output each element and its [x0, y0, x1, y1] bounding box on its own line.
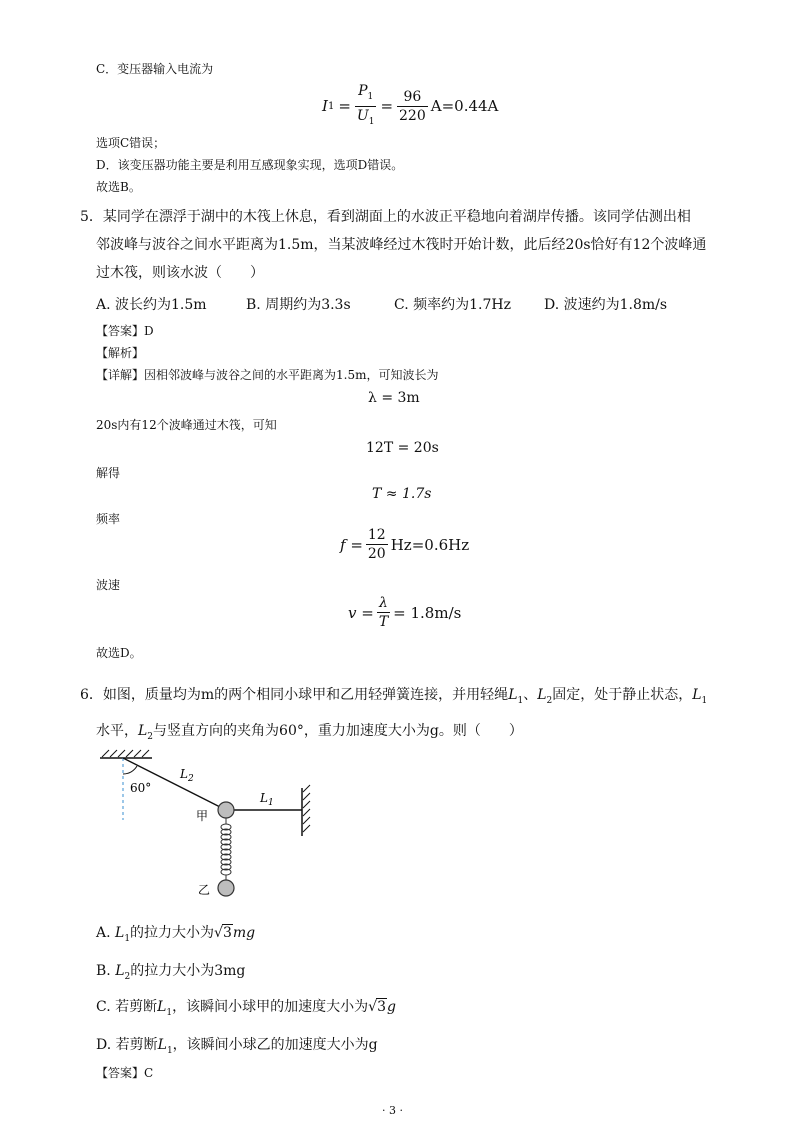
q5-analysis: 【解析】	[96, 346, 145, 360]
q6-opt-a-sqrt: √3	[214, 925, 232, 941]
q6-opt-c-sub: 1	[166, 1007, 173, 1018]
spring	[221, 818, 231, 880]
q6-option-b	[96, 960, 245, 982]
q5-line1: 5．某同学在漂浮于湖中的木筏上休息，看到湖面上的水波正平稳地向着湖岸传播。该同学估测出相	[80, 209, 691, 225]
q6-l2-sub-b: 2	[147, 731, 154, 742]
fig-l2-sub: 2	[187, 774, 194, 784]
eq-p: P	[358, 83, 368, 99]
eq-v-frac	[377, 594, 390, 631]
page-number: · 3 ·	[382, 1104, 403, 1117]
q6-l1-symbol-b: L	[692, 687, 702, 703]
eq-f-frac	[366, 526, 388, 563]
q5-detail: 【详解】因相邻波峰与波谷之间的水平距离为1.5m，可知波长为	[96, 368, 439, 382]
eq-v-rhs: = 1.8m/s	[393, 603, 462, 622]
ball-jia	[218, 802, 234, 818]
q5-option-a: A. 波长约为1.5m	[96, 297, 207, 313]
q5-eq-f	[340, 526, 469, 563]
q6-opt-b-pre: B.	[96, 963, 111, 979]
q6-l2-symbol-b: L	[138, 723, 148, 739]
q5-option-d: D. 波速约为1.8m/s	[544, 297, 668, 313]
option-d-line: D．该变压器功能主要是利用互感现象实现，选项D错误。	[96, 158, 404, 172]
fig-l1-letter: L	[260, 791, 268, 805]
eq-f-rhs: Hz=0.6Hz	[390, 535, 470, 554]
fig-l1-label	[259, 791, 274, 808]
q6-opt-d-sub: 1	[166, 1045, 173, 1056]
q5-eq-v	[348, 594, 461, 631]
q5-text4: 频率	[96, 512, 121, 526]
q6-opt-a-post: mg	[232, 925, 256, 941]
q6-opt-c-post: g	[387, 999, 396, 1015]
q6-line1-a: 6．如图，质量均为m的两个相同小球甲和乙用轻弹簧连接，并用轻绳	[80, 687, 509, 703]
q6-l1-sub: 1	[517, 695, 524, 706]
q6-opt-b-l: L	[115, 963, 125, 979]
q6-opt-a-pre: A.	[96, 925, 111, 941]
option-c-line: C．变压器输入电流为	[96, 62, 214, 76]
q6-l2-sub: 2	[546, 695, 553, 706]
q5-eq-lambda: λ = 3m	[368, 390, 420, 406]
fig-l1-sub: 1	[267, 798, 274, 808]
angle-arc	[123, 766, 137, 774]
q6-angle: 60°	[279, 723, 304, 739]
q6-opt-c-sqrt: √3	[368, 999, 386, 1015]
q5-choose: 故选D。	[96, 646, 142, 660]
q6-opt-b-mid: 的拉力大小为3mg	[130, 963, 246, 979]
ball-yi	[218, 880, 234, 896]
q6-opt-c-pre: C. 若剪断	[96, 999, 158, 1015]
eq-frac-num	[397, 88, 428, 125]
q6-l2-symbol: L	[537, 687, 547, 703]
q6-opt-a-sqrt-val: 3	[222, 925, 232, 941]
q6-option-d	[96, 1034, 378, 1056]
q6-sep: 、	[523, 687, 538, 703]
q6-opt-d-l: L	[157, 1037, 167, 1053]
prev-choose: 故选B。	[96, 180, 141, 194]
q6-opt-b-sub: 2	[124, 971, 131, 982]
q6-opt-a-l: L	[115, 925, 125, 941]
current-equation: I 1 = $\frac{P_1}{U_1}$ = $\frac{96}{220}$ A=0.44A	[322, 82, 498, 131]
q6-line2-c: ，重力加速度大小为g。则（ ）	[303, 723, 523, 739]
eq-p-sub: 1	[367, 91, 374, 102]
q6-option-c	[96, 996, 396, 1018]
fig-jia-label: 甲	[196, 809, 209, 823]
eq-96: 96	[397, 88, 428, 107]
q6-option-a	[96, 922, 255, 944]
eq-i: I	[322, 97, 328, 116]
ceiling-hatch	[100, 750, 152, 758]
q5-text3: 解得	[96, 466, 121, 480]
q6-opt-d-pre: D. 若剪断	[96, 1037, 158, 1053]
q6-l1-symbol: L	[508, 687, 518, 703]
q6-opt-c-l: L	[157, 999, 167, 1015]
q5-option-b: B. 周期约为3.3s	[246, 297, 351, 313]
fig-yi-label: 乙	[198, 883, 211, 897]
q6-opt-c-sqrt-val: 3	[377, 999, 386, 1015]
q6-opt-a-mid: 的拉力大小为	[130, 925, 215, 941]
fig-angle-label: 60°	[130, 781, 152, 795]
eq-f-lhs: f =	[340, 535, 363, 554]
q5-text2: 20s内有12个波峰通过木筏，可知	[96, 418, 277, 432]
q5-eq-t: T ≈ 1.7s	[372, 486, 432, 502]
q6-line2-b: 与竖直方向的夹角为	[153, 723, 280, 739]
eq-f-num: 12	[367, 527, 386, 543]
q5-option-c: C. 频率约为1.7Hz	[394, 297, 511, 313]
q6-opt-d-mid: ，该瞬间小球乙的加速度大小为g	[172, 1037, 378, 1053]
q6-opt-c-mid: ，该瞬间小球甲的加速度大小为	[172, 999, 369, 1015]
q6-line2	[96, 720, 523, 742]
q5-eq-12t: 12T = 20s	[366, 440, 439, 456]
eq-frac-pu	[355, 82, 377, 131]
eq-v-num: λ	[377, 594, 390, 613]
q6-opt-a-sub: 1	[124, 933, 131, 944]
eq-i-sub: 1	[327, 100, 335, 112]
q5-text5: 波速	[96, 578, 121, 592]
q6-line2-a: 水平，	[96, 723, 138, 739]
option-c-wrong: 选项C错误；	[96, 136, 166, 150]
eq-u: U	[356, 107, 369, 124]
wall-hatch	[302, 785, 310, 836]
q6-answer: 【答案】C	[96, 1066, 154, 1080]
fig-l2-label	[179, 767, 194, 784]
q6-line1	[80, 684, 707, 706]
eq-u-sub: 1	[368, 116, 375, 127]
eq-220: 220	[399, 107, 426, 124]
fig-l2-letter: L	[180, 767, 188, 781]
eq-v-den: T	[378, 614, 389, 630]
q6-l1-sub-b: 1	[701, 695, 708, 706]
eq-v-lhs: v =	[348, 603, 374, 622]
q5-answer: 【答案】D	[96, 324, 154, 338]
q6-line1-b: 固定，处于静止状态，	[552, 687, 693, 703]
q6-figure	[96, 748, 326, 904]
eq-f-den: 20	[367, 546, 386, 562]
q5-line3: 过木筏，则该水波（ ）	[96, 265, 264, 281]
eq-result: A=0.44A	[430, 97, 499, 116]
q5-line2: 邻波峰与波谷之间水平距离为1.5m，当某波峰经过木筏时开始计数，此后经20s恰好有12个波峰通	[96, 237, 707, 253]
